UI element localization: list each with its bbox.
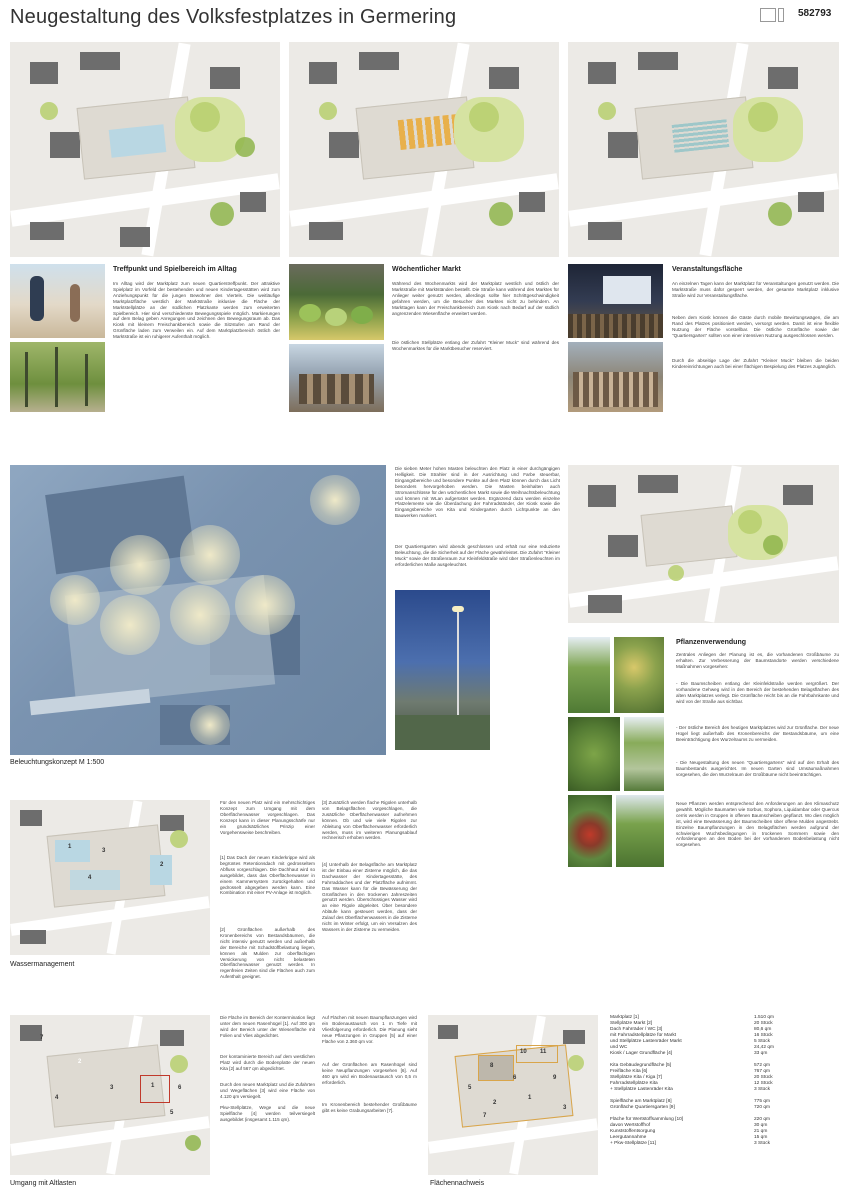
area-label: + Pkw-Stellplätze [11] bbox=[610, 1141, 656, 1146]
area-value: 30 qm bbox=[754, 1123, 768, 1128]
area-value: 720 qm bbox=[754, 1105, 770, 1110]
contamination-text-1b: Der kontaminierte Bereich auf dem westlichen Platz wird durch die Bodenplatte der neuen Kita [2] auf 567 qm abgedichtet. bbox=[220, 1054, 315, 1071]
area-proof-table-wrap bbox=[610, 1015, 840, 1147]
water-text-1b: [1] Das Dach der neuen Kinderkrippe wird als begrüntes Retentionsdach mit gedrosseltem Abfluss vorgeschlagen. Die Dachhaut wird so ausgebildet, dass das Oberflächenwasser in einem Kammersystem zurückgehalten und gedrosselt abgegeben werden kann. Eine Kombination mit einer PV-Anlage ist möglich. bbox=[220, 855, 315, 896]
area-label: davon Wertstoffhof bbox=[610, 1123, 651, 1128]
area-label: + Stellplätze Lastenräder Kita bbox=[610, 1087, 673, 1092]
contamination-text-2c: Im Kronenbereich bestehender Großbäume gibt es keine Grabungsarbeiten [7]. bbox=[322, 1102, 417, 1113]
area-label: Spielfläche am Marktplatz [8] bbox=[610, 1099, 672, 1104]
contamination-text-1: Die Fläche im Bereich der Kontermination liegt unter dem neuen Rasenhügel [1]. Auf 300 qm wird der Bereich unter der Wiesenfläche mit Folien und Vlies abgedichtet. bbox=[220, 1015, 315, 1038]
water-text-1c: [2] Grünflächen außerhalb des Kronenbereichs von Bestandsbäumen, die nicht intensiv genutzt werden und außerhalb der Bereiche mit Schadstoffbelastung liegen, können als Mulden zur oberflächigen Versickerung von nicht belasteten Oberflächenwasser genutzt werden. In regenfreien Zeiten sind die Flächen auch zum Aufenthalt geeignet. bbox=[220, 927, 315, 980]
competition-id: 582793 bbox=[798, 8, 832, 19]
photo-park-trees bbox=[10, 342, 105, 412]
contamination-caption: Umgang mit Altlasten bbox=[10, 1180, 77, 1187]
photo-market-stall bbox=[289, 264, 384, 340]
section-heading-markt: Wöchentlicher Markt bbox=[392, 266, 461, 273]
water-caption: Wassermanagement bbox=[10, 961, 75, 968]
section-text-markt-2: Die östlichen Stellplätze entlang der Zufahrt "Kleiner Muck" sind während des Wochenmarktes für die Marktbesucher reserviert. bbox=[392, 340, 559, 351]
water-management-plan: 1 3 4 2 bbox=[10, 800, 210, 955]
area-value: 20 Stück bbox=[754, 1075, 773, 1080]
lighting-concept-plan bbox=[10, 465, 386, 755]
contamination-plan: 1 2 3 4 5 6 7 bbox=[10, 1015, 210, 1175]
area-label: Fahrradstellplätze Kita bbox=[610, 1081, 658, 1086]
contamination-text-1d: Pkw-Stellplätze, Wege und die neue Spielfläche [4] werden teilversiegelt ausgebildet (insgesamt 1.115 qm). bbox=[220, 1105, 315, 1122]
section-text-pflanzen-5: Neue Pflanzen werden entsprechend den Anforderungen an den Klimaschutz gewählt. Mögliche Baumarten wie Sorbus, Sophora, Liquidambar oder Quercus cerris werden in Gruppen in offenen Baumscheiben gepflanzt. Wo dies möglich ist, wird eine Bewässerung der Baumscheiben über offene Mulden angestrebt. Einzelne Baumpflanzungen in den Belagsflächen werden aufgrund der schwierigen Wuchsbedingungen in trockenen Sommern sowie den Anforderungen an den Boden bei der vorhandenen Bodenbelastung nicht vorgesehen. bbox=[676, 801, 839, 848]
photo-tree-fruit bbox=[614, 637, 664, 713]
area-value: 20 Stück bbox=[754, 1021, 773, 1026]
area-value: 16 Stück bbox=[754, 1033, 773, 1038]
section-heading-veranstaltung: Veranstaltungsfläche bbox=[672, 266, 743, 273]
area-value: 21 qm bbox=[754, 1129, 768, 1134]
area-value: 15 qm bbox=[754, 1135, 768, 1140]
area-value: 3 Stück bbox=[754, 1087, 770, 1092]
photo-tree-4 bbox=[616, 795, 664, 867]
section-text-treffpunkt: Im Alltag wird der Marktplatz zum neuen Quartierstreffpunkt. Der attraktive Spielplatz im Vorfeld der bestehenden und neuen Kindertagesstätten wird zum Anziehungspunkt für die jungen Bewohner des Viertels. Die weitläufige Marktplatzfläche westlich der Marktstraße inklusive die Fläche der Marktstellplätze an der südlichen Platzkante werden zum erweiterten Spielbereich. Hier sind verschiedenste Bewegungsspiele möglich. Markierungen auf dem Belag geben Anregungen und zeichnen den Bewegungsraum ab. Das Kiosk mit kleinem Freischankbereich sowie die Sitzstufen am Rand der Grünfläche laden zum Verweilen ein. Auf dem Marktplatzbereich östlich der Marktstraße ist ein ruhigerer Aufenthalt möglich. bbox=[113, 281, 280, 340]
lighting-text: Die sieben Meter hohen Masten beleuchten den Platz in einer durchgängigen Helligkeit. Die Strahler sind in der Ausrichtung und Farbe steuerbar, Eingangsbereiche und besondere Punkte auf dem Platz können durch das Licht besonders hervorgehoben werden. Die Masten beinhalten auch Stromanschlüsse für den wöchentlichen Markt sowie die Weihnachtsbeleuchtung und können mit WLan aufgerüstet werden. Ergänzend dazu werden einzelne Platzelemente wie die Überdachung der Fahrradständer, der Kiosk sowie die Eingangsbereiche von Kita und Kindergarten durch Lichtpunkte an den Bauwerken markiert. bbox=[395, 466, 560, 519]
area-label: Grünfläche Quartiersgarten [9] bbox=[610, 1105, 675, 1110]
photo-tree-2 bbox=[568, 717, 620, 791]
planting-plan bbox=[568, 465, 839, 623]
water-text-2: [3] Zusätzlich werden flache Rigolen unterhalb von Belagsflächen vorgeschlagen, die zusätzliche Oberflächenwasser aufnehmen können. Ob und wie viele Rigolen zur Ableitung von Oberflächenwasser erforderlich werden, muss im weiteren Planungsablauf rechnerisch erhoben werden. bbox=[322, 800, 417, 841]
area-value: 220 qm bbox=[754, 1117, 770, 1122]
area-proof-caption: Flächennachweis bbox=[430, 1180, 485, 1187]
area-label: und WC bbox=[610, 1045, 628, 1050]
area-row bbox=[610, 1141, 778, 1147]
area-value: 1.510 qm bbox=[754, 1015, 775, 1020]
photo-tree-3 bbox=[624, 717, 664, 791]
section-text-markt: Während des Wochenmarkts wird der Marktplatz westlich und östlich der Marktstraße mit Marktständen bestellt. Die Straße kann während des Marktes für Anlieger weiter genutzt werden, allerdings sollte hier Schrittgeschwindigkeit gefahren werden, um die Besucher des Marktes nicht zu behindern. An Markttagen kann der Freischankbereich zum Kiosk nach Bedarf auf der südlich angrenzenden Wiesenfläche erweitert werden. bbox=[392, 281, 559, 316]
contamination-text-2b: Auf der Grünflächen am Rasenhügel sind keine Neupflanzungen vorgesehen [6]. Auf 460 qm wird ein Bodenaustausch von 0,5 m erforderlich. bbox=[322, 1062, 417, 1085]
photo-street-lamp-night bbox=[395, 590, 490, 750]
area-label: Leergutannahme bbox=[610, 1135, 647, 1140]
area-label: Fläche für Wertstoffsammlung [10] bbox=[610, 1117, 684, 1122]
section-heading-treffpunkt: Treffpunkt und Spielbereich im Alltag bbox=[113, 266, 237, 273]
site-plan-markt bbox=[289, 42, 559, 257]
photo-sorbus-berries bbox=[568, 795, 612, 867]
area-label: Kita Gebäudegrundfläche [5] bbox=[610, 1063, 672, 1068]
area-value: 24,42 qm bbox=[754, 1045, 775, 1050]
lighting-text-2: Der Quartiersgarten wird abends geschlossen und erhält nur eine reduzierte Beleuchtung, die die Sicherheit auf der Fläche gewährleistet. Die Zufahrt "Kleiner Muck" sowie der Straßenraum zur Kleinfeldstraße wird über Straßenleuchten im erforderlichen Maße ausgeleuchtet. bbox=[395, 544, 560, 567]
area-label: Kunststoffentsorgung bbox=[610, 1129, 656, 1134]
site-plan-veranstaltung bbox=[568, 42, 839, 257]
photo-open-air-cinema bbox=[568, 264, 663, 338]
site-plan-alltag bbox=[10, 42, 280, 257]
section-text-veranstaltung: An einzelnen Tagen kann der Marktplatz für Veranstaltungen genutzt werden. Die Marktstraße muss dafür gesperrt werden, der gesamte Marktplatz inklusive Straße wird zur Veranstaltungsfläche. bbox=[672, 281, 839, 298]
area-value: 775 qm bbox=[754, 1099, 770, 1104]
section-text-pflanzen: Zentrales Anliegen der Planung ist es, die vorhandenen Großbäume zu erhalten. Zur Verbesserung der Baumstandorte werden verschiedene Maßnahmen vorgesehen: bbox=[676, 652, 839, 669]
area-proof-plan: 8 10 11 1 2 5 9 3 7 6 bbox=[428, 1015, 598, 1175]
photo-children-playing bbox=[10, 264, 105, 338]
photo-market-crowd bbox=[289, 344, 384, 412]
section-text-veranstaltung-3: Durch die abseitige Lage der Zufahrt "Kleiner Muck" bleiben die beiden Kindereinrichtungen auch bei einer flächigen Bespielung des Platzes zugänglich. bbox=[672, 358, 839, 369]
area-label: mit Fahrradstellplätze für Markt bbox=[610, 1033, 677, 1038]
photo-event-crowd bbox=[568, 342, 663, 412]
logo-icon bbox=[760, 8, 776, 22]
water-text-1: Für den neuen Platz wird ein mehrschichtiges Konzept zum Umgang mit dem Oberflächenwasser vorgeschlagen. Das Konzept kann in dieser Planungsschärfe nur ein grundsätzliches Prinzip einer Vorgehensweise beschreiben. bbox=[220, 800, 315, 835]
contamination-text-1c: Durch den neuen Marktplatz und die Zufahrten und Wegeflächen [3] wird eine Fläche von 4.120 qm versiegelt. bbox=[220, 1082, 315, 1099]
area-value: 80,6 qm bbox=[754, 1027, 772, 1032]
section-text-pflanzen-3: - Der östliche Bereich des heutigen Marktplatzes wird zur Grünfläche. Der neue Hügel liegt außerhalb des Kronenbereichs der Bestandsbäume, um eine Beeinträchtigung des Wurzelraums zu vermeiden. bbox=[676, 725, 839, 742]
section-text-pflanzen-4: - Die Neugestaltung des neuen "Quartiersgartens" wird auf den Erhalt des Baumbestands ausgerichtet. Im neuen Garten sind Umsäumaßnahmen vorgesehen, die den Wurzelraum der Großbäume nicht beeinträchtigen. bbox=[676, 760, 839, 777]
area-value: 5 Stück bbox=[754, 1039, 770, 1044]
contamination-text-2: Auf Flächen mit neuen Baumpflanzungen wird ein Bodenaustausch von 1 m Tiefe mit Vliesfolgerung erforderlich. Die Planung sieht neue Pflanzungen in Gruppen [5] auf einer Fläche von 2.360 qm vor. bbox=[322, 1015, 417, 1044]
section-heading-pflanzen: Pflanzenverwendung bbox=[676, 639, 747, 646]
area-label: Stellplätze Kita / Kiga [7] bbox=[610, 1075, 662, 1080]
lighting-caption: Beleuchtungskonzept M 1:500 bbox=[10, 759, 105, 766]
area-label: Stellplätze Markt [2] bbox=[610, 1021, 653, 1026]
area-value: 12 Stück bbox=[754, 1081, 773, 1086]
water-text-2b: [4] Unterhalb der Belagsfläche am Marktplatz ist der Einbau einer Zisterne möglich, die das Dachwasser der Kindertagesstätte, des Fahrraddaches und der Platzfläche aufnimmt. Das Wasser kann für die Bewässerung der Grünflächen in den trockenen Jahreszeiten genutzt werden. Überschüssiges Wasser wird an eine Rigole abgeleitet. Über besondere Abläufe kann gesteuert werden, dass der Zulauf des Oberflächenwassers in die Zisterne nicht im Winter erfolgt, um ein Versalzen des Wassers in der Zisterne zu vermeiden. bbox=[322, 862, 417, 932]
area-label: und Stellplätze Lastenräder Markt bbox=[610, 1039, 682, 1044]
area-label: Freifläche Kita [6] bbox=[610, 1069, 648, 1074]
area-label: Marktplatz [1] bbox=[610, 1015, 639, 1020]
area-value: 3 Stück bbox=[754, 1141, 770, 1146]
section-text-pflanzen-2: - Die Baumscheiben entlang der Kleinfeldstraße werden vergrößert. Der vorhandene Gehweg wird in den Bereich der bestehenden Belagsflächen des alten Marktplatzes verlegt. Die Grünfläche reicht bis an die Fahrbahnkante und wird von der Straße aus sichtbar. bbox=[676, 681, 839, 704]
area-value: 767 qm bbox=[754, 1069, 770, 1074]
page-title: Neugestaltung des Volksfestplatzes in Germering bbox=[10, 6, 457, 28]
area-proof-table bbox=[610, 1015, 778, 1147]
section-text-veranstaltung-2: Neben dem Kiosk können die Gäste durch mobile Bewirtungswägen, die am Rand des Platzes positioniert werden, versorgt werden. Damit ist eine flexible Nutzung der Fläche vorstellbar. Die östliche Grünfläche sowie der "Quartiersgarten" sollten von einer intensiven Nutzung ausgeschlossen werden. bbox=[672, 315, 839, 338]
area-label: Dach Fahrräder / WC [3] bbox=[610, 1027, 663, 1032]
area-value: 572 qm bbox=[754, 1063, 770, 1068]
area-value: 33 qm bbox=[754, 1051, 768, 1056]
logo-mark-icon bbox=[778, 8, 784, 22]
photo-tree-1 bbox=[568, 637, 610, 713]
area-label: Kiosk / Lager Grundfläche [4] bbox=[610, 1051, 673, 1056]
